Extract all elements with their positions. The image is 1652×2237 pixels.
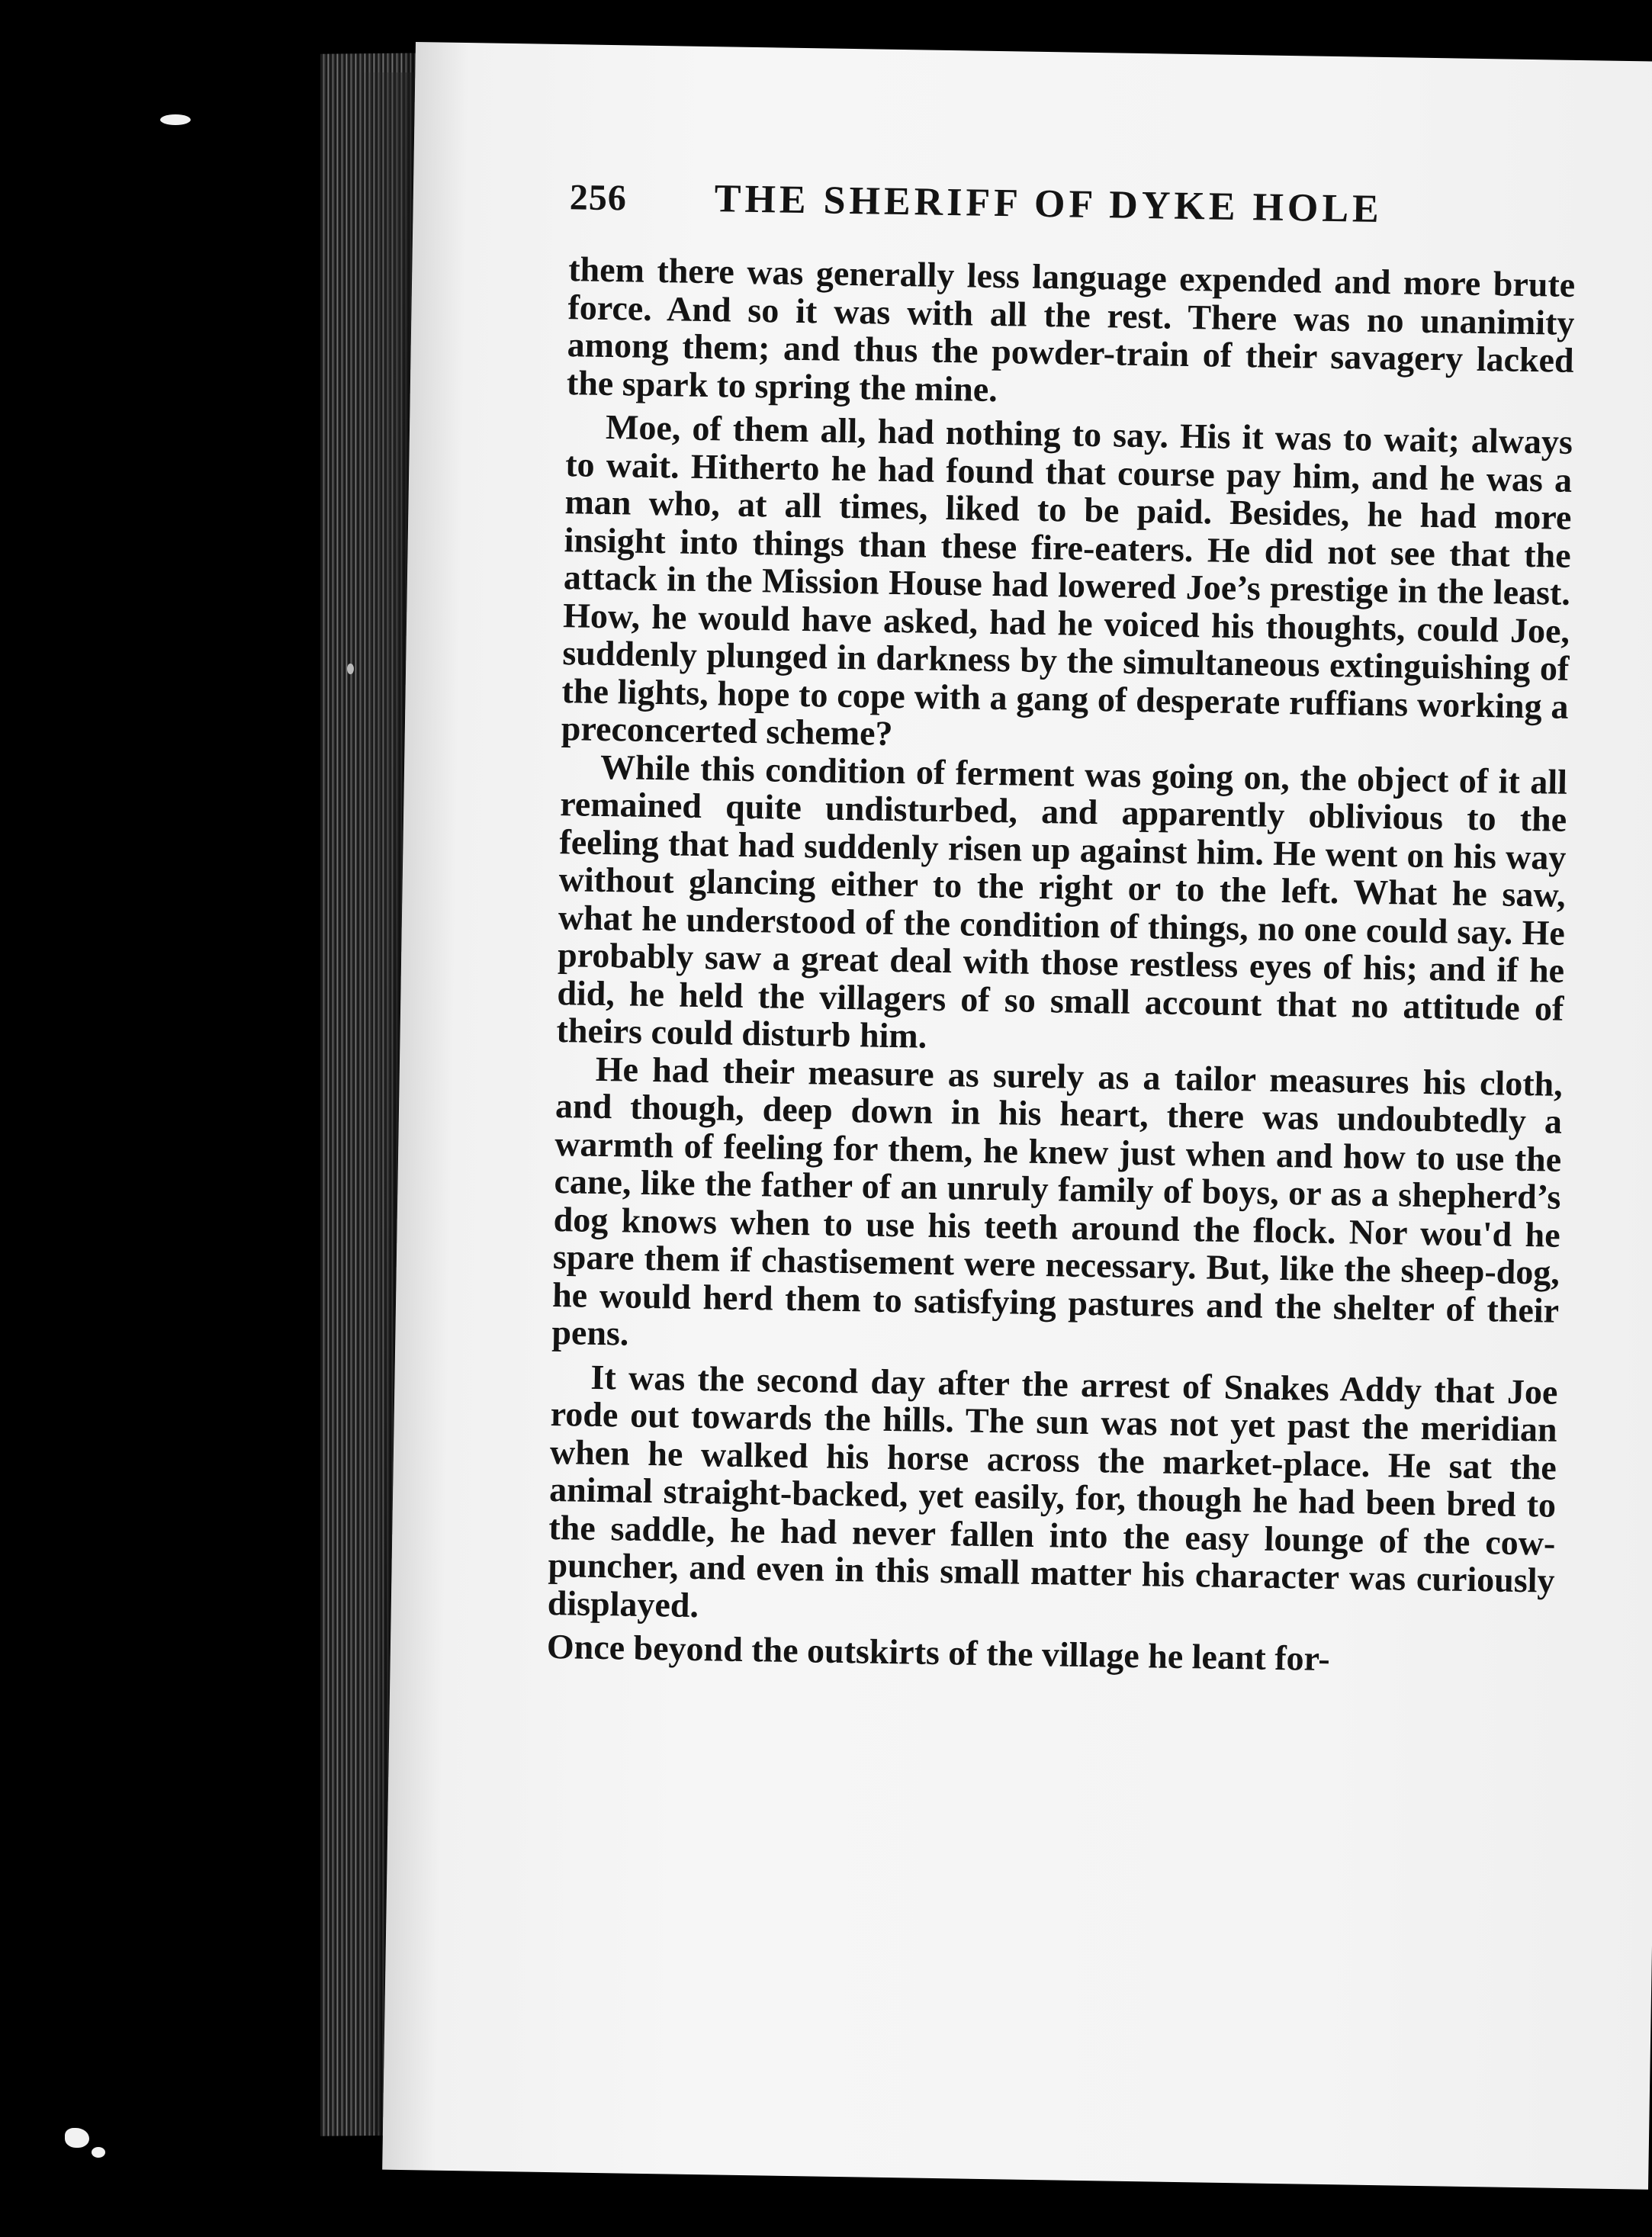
page-number: 256: [569, 177, 628, 219]
paragraph-1: them there was generally less language expended and more brute force. And so it was with all the rest. There was no unanimity among them; and thus the powder-train of their savagery lacked the spark to spring the mine.: [566, 249, 1576, 409]
paragraph-5: It was the second day after the arrest of Snakes Addy that Joe rode out towards the hills. The sun was not yet past the meridian when he walked his horse across the market-place. He sat the animal straight-backed, yet easily, for, though he had been bred to the saddle, he had never fallen into the easy lounge of the cow-puncher, and even in this small matter his character was curiously displayed.: [547, 1357, 1558, 1625]
paragraph-4: He had their measure as surely as a tailor measures his cloth, and though, deep down in his heart, there was undoubtedly a warmth of feeling for them, he knew just when and how to use the cane, like the father of an unruly family of boys, or as a shepherd’s dog knows when to use his teeth around the flock. Nor wou'd he spare them if chastisement were necessary. But, like the sheep-dog, he would herd them to satisfying pastures and the shelter of their pens.: [551, 1049, 1564, 1353]
page-content: [547, 174, 1577, 1681]
running-title: THE SHERIFF OF DYKE HOLE: [714, 177, 1384, 231]
paragraph-6: Once beyond the outskirts of the village he leant for-: [546, 1626, 1331, 1679]
book-page: [382, 42, 1652, 2190]
scan-speck: [92, 2147, 105, 2158]
paragraph-3: While this condition of ferment was going on, the object of it all remained quite undisturbed, and apparently oblivious to the feeling that had suddenly risen up against him. He went on his way without glancing either to the right or to the left. What he saw, what he understood of the condition of things, no one could say. He probably saw a great deal with those restless eyes of his; and if he did, he held the villagers of so small account that no attitude of theirs could disturb him.: [556, 747, 1568, 1056]
scan-speck: [347, 664, 354, 674]
body-text: [547, 250, 1576, 1681]
scan-speck: [65, 2128, 89, 2148]
paragraph-2: Moe, of them all, had nothing to say. His it was to wait; always to wait. Hitherto he had found that course pay him, and he was a man who, at all times, liked to be paid. Besides, he had more insight into things than these fire-eaters. He did not see that the attack in the Mission House had lowered Joe’s prestige in the least. How, he would have asked, had he voiced his thoughts, could Joe, suddenly plunged in darkness by the simultaneous extinguishing of the lights, hope to cope with a gang of desperate ruffians working a preconcerted scheme?: [561, 407, 1573, 753]
scan-speck: [160, 114, 191, 125]
running-head: [569, 174, 1576, 259]
